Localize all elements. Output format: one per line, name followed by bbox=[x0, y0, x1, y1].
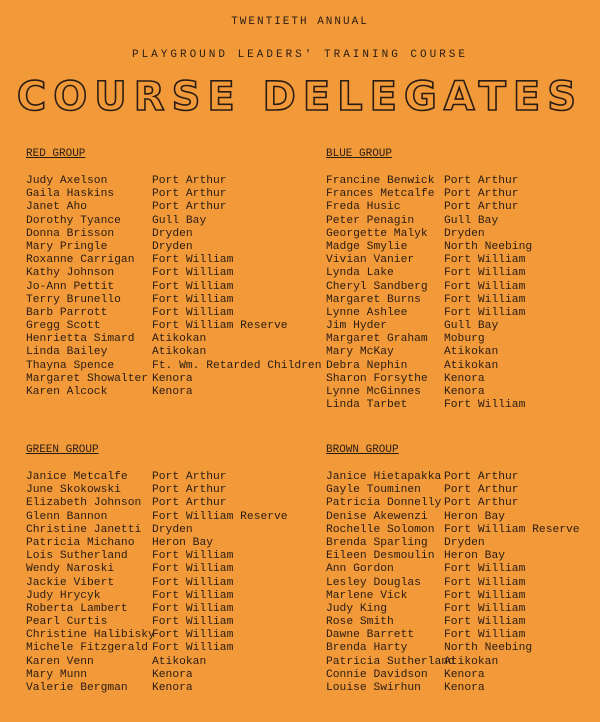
delegate-name: Patricia Sutherland bbox=[326, 655, 455, 668]
delegate-name: Sharon Forsythe bbox=[326, 372, 428, 385]
delegate-name: Madge Smylie bbox=[326, 240, 408, 253]
delegate-row bbox=[326, 320, 532, 333]
delegate-location: Gull Bay bbox=[152, 214, 207, 227]
delegate-location: Gull Bay bbox=[444, 320, 499, 333]
delegate-row bbox=[326, 360, 532, 373]
delegate-location: Fort William bbox=[152, 576, 234, 589]
delegate-location: Port Arthur bbox=[444, 201, 519, 214]
delegate-name: Georgette Malyk bbox=[326, 227, 428, 240]
delegate-name: Jim Hyder bbox=[326, 320, 388, 333]
delegate-row bbox=[326, 267, 532, 280]
delegate-location: Kenora bbox=[152, 682, 193, 694]
delegate-name: Margaret Graham bbox=[326, 333, 428, 346]
delegate-row bbox=[326, 642, 580, 655]
red-group bbox=[26, 148, 321, 399]
delegate-row bbox=[326, 616, 580, 629]
delegate-row bbox=[326, 603, 580, 616]
delegate-name: Roxanne Carrigan bbox=[26, 254, 135, 267]
delegate-row bbox=[26, 669, 288, 682]
delegate-location: Kenora bbox=[152, 668, 193, 681]
delegate-location: Fort William bbox=[152, 267, 234, 280]
delegate-name: Mary Munn bbox=[26, 668, 88, 681]
delegate-location: Port Arthur bbox=[152, 201, 227, 214]
delegate-location: Kenora bbox=[152, 372, 193, 385]
delegate-name: Connie Davidson bbox=[326, 668, 428, 681]
delegate-location: Fort William bbox=[444, 254, 526, 267]
brown-group bbox=[326, 444, 580, 695]
blue-group-list bbox=[326, 175, 532, 412]
delegate-row bbox=[26, 307, 321, 320]
delegate-row bbox=[26, 616, 288, 629]
delegate-row bbox=[326, 669, 580, 682]
delegate-location: Gull Bay bbox=[444, 214, 499, 227]
delegate-name: Gregg Scott bbox=[26, 320, 101, 333]
delegate-name: Christine Halibisky bbox=[26, 629, 155, 642]
delegate-row bbox=[26, 590, 288, 603]
delegate-location: Fort William bbox=[152, 642, 234, 655]
delegate-name: Patricia Donnelly bbox=[326, 497, 442, 510]
delegate-location: Atikokan bbox=[444, 359, 499, 372]
delegate-name: Gayle Touminen bbox=[326, 484, 421, 497]
delegate-name: Karen Alcock bbox=[26, 386, 108, 398]
delegate-row bbox=[326, 215, 532, 228]
delegate-name: Mary McKay bbox=[326, 346, 394, 359]
brown-group-list bbox=[326, 471, 580, 695]
red-group-title: RED GROUP bbox=[26, 148, 86, 160]
delegate-location: Port Arthur bbox=[152, 175, 227, 187]
delegate-location: Fort William bbox=[444, 563, 526, 576]
delegate-name: Judy King bbox=[326, 602, 388, 615]
delegate-row bbox=[26, 550, 288, 563]
delegate-name: June Skokowski bbox=[26, 484, 121, 497]
delegate-row bbox=[326, 346, 532, 359]
delegate-row bbox=[326, 241, 532, 254]
delegate-row bbox=[326, 254, 532, 267]
delegate-location: Fort William bbox=[444, 589, 526, 602]
delegate-name: Linda Tarbet bbox=[326, 399, 408, 412]
delegate-row bbox=[26, 511, 288, 524]
delegate-row bbox=[26, 484, 288, 497]
delegate-location: Port Arthur bbox=[152, 188, 227, 201]
delegate-name: Henrietta Simard bbox=[26, 333, 135, 346]
delegate-location: Port Arthur bbox=[444, 497, 519, 510]
delegate-name: Margaret Burns bbox=[326, 293, 421, 306]
delegate-name: Patricia Michano bbox=[26, 536, 135, 549]
delegate-name: Lois Sutherland bbox=[26, 550, 128, 563]
delegate-location: Fort William bbox=[444, 602, 526, 615]
delegate-row bbox=[26, 215, 321, 228]
delegate-name: Peter Penagin bbox=[326, 214, 415, 227]
delegate-location: Fort William bbox=[444, 629, 526, 642]
delegate-row bbox=[26, 629, 288, 642]
delegate-location: Fort William bbox=[152, 563, 234, 576]
delegate-name: Francine Benwick bbox=[326, 175, 435, 187]
delegate-name: Gaila Haskins bbox=[26, 188, 115, 201]
delegate-row bbox=[26, 254, 321, 267]
delegate-location: Dryden bbox=[444, 536, 485, 549]
delegate-location: Port Arthur bbox=[152, 497, 227, 510]
delegate-row bbox=[326, 656, 580, 669]
delegate-location: Atikokan bbox=[152, 655, 207, 668]
delegate-name: Pearl Curtis bbox=[26, 616, 108, 629]
delegate-location: Fort William Reserve bbox=[152, 510, 288, 523]
delegate-name: Terry Brunello bbox=[26, 293, 121, 306]
delegate-name: Freda Husic bbox=[326, 201, 401, 214]
delegate-location: Atikokan bbox=[152, 346, 207, 359]
delegate-row bbox=[326, 563, 580, 576]
delegate-name: Lynne Ashlee bbox=[326, 306, 408, 319]
delegate-name: Rochelle Solomon bbox=[326, 523, 435, 536]
blue-group-title: BLUE GROUP bbox=[326, 148, 393, 160]
delegate-row bbox=[26, 201, 321, 214]
delegate-location: Atikokan bbox=[152, 333, 207, 346]
delegate-name: Janice Metcalfe bbox=[26, 471, 128, 483]
delegate-row bbox=[326, 228, 532, 241]
delegate-row bbox=[326, 373, 532, 386]
delegate-name: Jo-Ann Pettit bbox=[26, 280, 115, 293]
delegate-name: Brenda Sparling bbox=[326, 536, 428, 549]
delegate-location: Fort William bbox=[152, 306, 234, 319]
delegate-row bbox=[26, 294, 321, 307]
delegate-location: Dryden bbox=[152, 240, 193, 253]
delegate-name: Ann Gordon bbox=[326, 563, 394, 576]
delegate-name: Michele Fitzgerald bbox=[26, 642, 149, 655]
page-title: COURSE DELEGATES bbox=[16, 74, 584, 120]
delegate-location: Atikokan bbox=[444, 655, 499, 668]
delegate-row bbox=[26, 656, 288, 669]
delegate-row bbox=[26, 281, 321, 294]
delegate-name: Cheryl Sandberg bbox=[326, 280, 428, 293]
delegate-row bbox=[26, 188, 321, 201]
delegate-row bbox=[326, 577, 580, 590]
delegate-name: Judy Axelson bbox=[26, 175, 108, 187]
delegate-location: Fort William bbox=[152, 280, 234, 293]
delegate-location: Fort William bbox=[152, 254, 234, 267]
delegate-location: Fort William bbox=[152, 629, 234, 642]
delegate-location: Port Arthur bbox=[444, 471, 519, 483]
delegate-location: Port Arthur bbox=[152, 484, 227, 497]
delegate-row bbox=[326, 590, 580, 603]
delegate-name: Jackie Vibert bbox=[26, 576, 115, 589]
delegate-location: Port Arthur bbox=[152, 471, 227, 483]
delegate-location: North Neebing bbox=[444, 240, 533, 253]
delegate-row bbox=[326, 188, 532, 201]
delegate-row bbox=[326, 682, 580, 695]
delegate-location: Dryden bbox=[152, 227, 193, 240]
delegate-location: Fort William bbox=[152, 616, 234, 629]
delegate-row bbox=[26, 603, 288, 616]
green-group-title: GREEN GROUP bbox=[26, 444, 99, 456]
delegate-row bbox=[26, 267, 321, 280]
delegate-row bbox=[26, 333, 321, 346]
delegate-name: Donna Brisson bbox=[26, 227, 115, 240]
delegate-location: Fort William bbox=[444, 616, 526, 629]
delegate-name: Barb Parrott bbox=[26, 306, 108, 319]
delegate-row bbox=[326, 511, 580, 524]
delegate-row bbox=[26, 471, 288, 484]
delegate-name: Kathy Johnson bbox=[26, 267, 115, 280]
delegate-row bbox=[326, 386, 532, 399]
delegate-location: Kenora bbox=[444, 386, 485, 398]
delegate-name: Thayna Spence bbox=[26, 359, 115, 372]
delegate-name: Lynda Lake bbox=[326, 267, 394, 280]
delegate-row bbox=[26, 524, 288, 537]
delegate-row bbox=[26, 682, 288, 695]
delegate-row bbox=[326, 307, 532, 320]
delegate-location: Port Arthur bbox=[444, 484, 519, 497]
delegate-row bbox=[26, 373, 321, 386]
delegate-row bbox=[326, 629, 580, 642]
delegate-row bbox=[326, 484, 580, 497]
delegate-name: Mary Pringle bbox=[26, 240, 108, 253]
delegate-name: Lynne McGinnes bbox=[326, 386, 421, 398]
delegate-row bbox=[26, 563, 288, 576]
green-group-list bbox=[26, 471, 288, 695]
delegate-name: Marlene Vick bbox=[326, 589, 408, 602]
delegate-location: Fort William bbox=[444, 293, 526, 306]
delegate-name: Judy Hrycyk bbox=[26, 589, 101, 602]
delegate-location: Dryden bbox=[152, 523, 193, 536]
delegate-location: Port Arthur bbox=[444, 175, 519, 187]
delegate-location: Kenora bbox=[152, 386, 193, 398]
delegate-name: Debra Nephin bbox=[326, 359, 408, 372]
delegate-row bbox=[326, 550, 580, 563]
delegate-row bbox=[26, 577, 288, 590]
delegate-name: Wendy Naroski bbox=[26, 563, 115, 576]
delegate-row bbox=[26, 241, 321, 254]
delegate-name: Dawne Barrett bbox=[326, 629, 415, 642]
delegate-location: Ft. Wm. Retarded Children bbox=[152, 359, 322, 372]
delegate-name: Linda Bailey bbox=[26, 346, 108, 359]
delegate-row bbox=[326, 175, 532, 188]
delegate-location: Port Arthur bbox=[444, 188, 519, 201]
delegate-row bbox=[26, 537, 288, 550]
delegate-row bbox=[26, 497, 288, 510]
delegate-name: Christine Janetti bbox=[26, 523, 142, 536]
delegate-location: Fort William bbox=[444, 306, 526, 319]
green-group bbox=[26, 444, 288, 695]
header-line-2: PLAYGROUND LEADERS' TRAINING COURSE bbox=[131, 49, 469, 61]
delegate-location: Fort William bbox=[152, 602, 234, 615]
red-group-list bbox=[26, 175, 321, 399]
delegate-name: Vivian Vanier bbox=[326, 254, 415, 267]
delegate-name: Dorothy Tyance bbox=[26, 214, 121, 227]
delegate-name: Valerie Bergman bbox=[26, 682, 128, 694]
delegate-row bbox=[26, 320, 321, 333]
delegate-row bbox=[326, 537, 580, 550]
delegate-row bbox=[326, 294, 532, 307]
delegate-name: Frances Metcalfe bbox=[326, 188, 435, 201]
delegate-location: Heron Bay bbox=[444, 510, 506, 523]
delegate-name: Eileen Desmoulin bbox=[326, 550, 435, 563]
delegate-name: Margaret Showalter bbox=[26, 372, 149, 385]
delegate-location: Fort William bbox=[152, 293, 234, 306]
delegate-name: Louise Swirhun bbox=[326, 682, 421, 694]
delegate-location: Fort William bbox=[152, 589, 234, 602]
delegate-location: Fort William bbox=[444, 399, 526, 412]
delegate-name: Elizabeth Johnson bbox=[26, 497, 142, 510]
delegate-name: Brenda Harty bbox=[326, 642, 408, 655]
delegate-location: Fort William bbox=[444, 576, 526, 589]
delegate-row bbox=[26, 642, 288, 655]
delegate-row bbox=[326, 471, 580, 484]
delegate-location: Moburg bbox=[444, 333, 485, 346]
delegate-name: Glenn Bannon bbox=[26, 510, 108, 523]
delegate-location: Kenora bbox=[444, 372, 485, 385]
delegate-row bbox=[326, 201, 532, 214]
delegate-location: Fort William bbox=[444, 267, 526, 280]
header-line-1: TWENTIETH ANNUAL bbox=[231, 16, 369, 28]
delegate-location: Heron Bay bbox=[152, 536, 214, 549]
delegate-location: Fort William Reserve bbox=[152, 320, 288, 333]
delegate-name: Rose Smith bbox=[326, 616, 394, 629]
delegate-name: Roberta Lambert bbox=[26, 602, 128, 615]
delegate-location: Atikokan bbox=[444, 346, 499, 359]
delegate-row bbox=[326, 524, 580, 537]
delegate-row bbox=[326, 399, 532, 412]
delegate-row bbox=[326, 281, 532, 294]
delegate-name: Denise Akewenzi bbox=[326, 510, 428, 523]
delegate-location: North Neebing bbox=[444, 642, 533, 655]
delegate-location: Dryden bbox=[444, 227, 485, 240]
delegate-location: Kenora bbox=[444, 682, 485, 694]
delegate-row bbox=[26, 386, 321, 399]
delegate-name: Karen Venn bbox=[26, 655, 94, 668]
delegate-name: Janet Aho bbox=[26, 201, 88, 214]
delegate-location: Heron Bay bbox=[444, 550, 506, 563]
delegate-name: Janice Hietapakka bbox=[326, 471, 442, 483]
brown-group-title: BROWN GROUP bbox=[326, 444, 399, 456]
delegate-location: Fort William bbox=[444, 280, 526, 293]
delegate-row bbox=[26, 360, 321, 373]
delegate-location: Fort William Reserve bbox=[444, 523, 580, 536]
delegate-row bbox=[326, 497, 580, 510]
delegate-row bbox=[26, 228, 321, 241]
delegate-location: Fort William bbox=[152, 550, 234, 563]
delegate-location: Kenora bbox=[444, 668, 485, 681]
blue-group bbox=[326, 148, 532, 412]
delegate-row bbox=[26, 175, 321, 188]
delegate-row bbox=[26, 346, 321, 359]
delegate-row bbox=[326, 333, 532, 346]
delegate-name: Lesley Douglas bbox=[326, 576, 421, 589]
